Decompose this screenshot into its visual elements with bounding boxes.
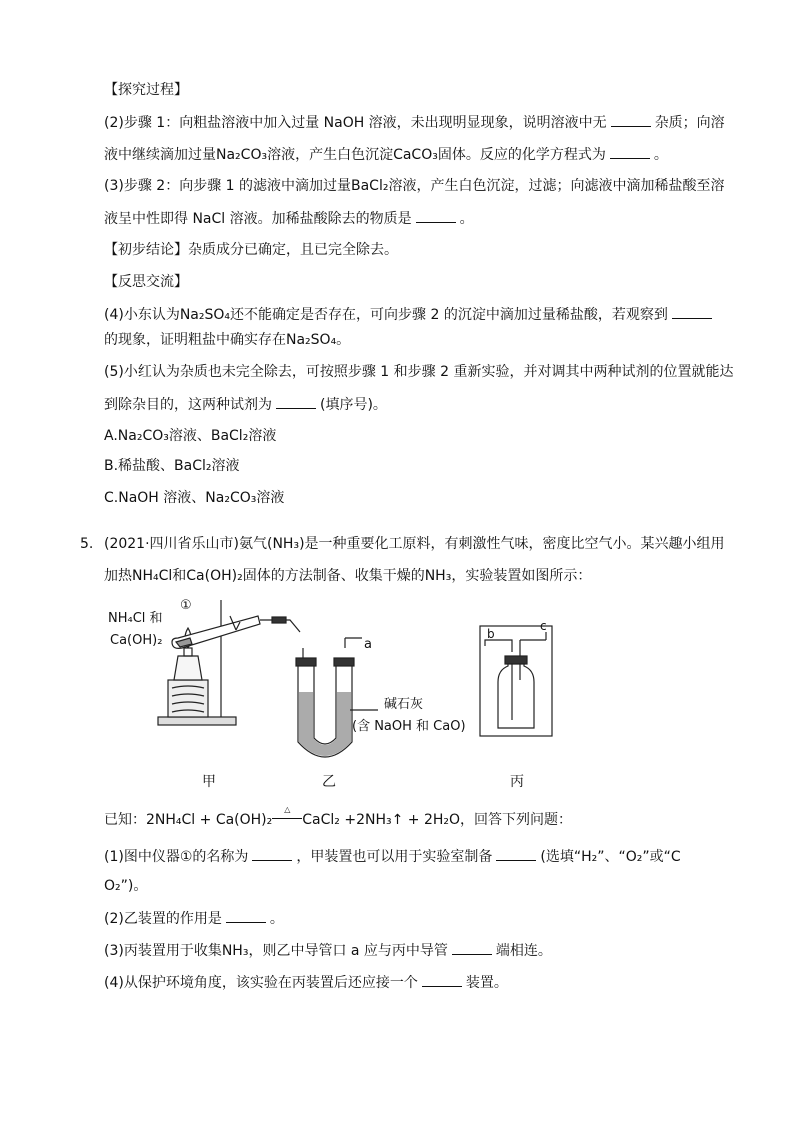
q4-line1: [104, 304, 716, 325]
apparatus-jia: [158, 600, 300, 725]
reaction-arrow: [272, 806, 302, 819]
step3-text-c: 。: [459, 211, 474, 227]
p5q1-text-b: ，甲装置也可以用于实验室制备: [296, 849, 493, 865]
p5-line2: 加热NH₄Cl和Ca(OH)₂固体的方法制备、收集干燥的NH₃，实验装置如图所示：: [104, 568, 592, 584]
answer-blank: [672, 304, 712, 319]
p5q2: [104, 908, 284, 929]
fig-label-a: a: [364, 637, 372, 652]
fig-label-b: b: [487, 627, 495, 641]
p5q2-text-a: (2)乙装置的作用是: [104, 911, 222, 927]
answer-blank: [422, 972, 462, 987]
known-equation: [104, 805, 573, 830]
answer-blank: [610, 144, 650, 159]
step2-line2: [104, 144, 668, 165]
heat-symbol: △: [284, 805, 291, 814]
fig-label-c: c: [540, 619, 547, 633]
apparatus-figure: [0, 592, 794, 772]
step2-line1: [104, 112, 725, 133]
p5-line1: (2021·四川省乐山市)氨气(NH₃)是一种重要化工原料，有刺激性气味，密度比空气小。某兴趣小组用: [104, 536, 725, 552]
step3-text-b: 液呈中性即得 NaCl 溶液。加稀盐酸除去的物质是: [104, 211, 412, 227]
option-b: B.稀盐酸、BaCl₂溶液: [104, 458, 240, 474]
q4-line2: 的现象，证明粗盐中确实存在Na₂SO₄。: [104, 332, 351, 348]
step2-text-b: 杂质；向溶: [654, 115, 725, 131]
fig-label-circle-1: ①: [180, 598, 192, 613]
fig-label-reagent-2: Ca(OH)₂: [110, 633, 163, 648]
p5q4-text-b: 装置。: [465, 975, 508, 991]
step2-text-c: 液中继续滴加过量Na₂CO₃溶液，产生白色沉淀CaCO₃固体。反应的化学方程式为: [104, 147, 606, 163]
fig-label-reagent-1: NH₄Cl 和: [108, 611, 163, 626]
p5q3: [104, 940, 552, 961]
p5q1-text-c: (选填“H₂”、“O₂”或“C: [540, 849, 681, 865]
p5q2-text-b: 。: [269, 911, 284, 927]
p5q1-line1: [104, 846, 681, 867]
q5-text-b: 到除杂目的，这两种试剂为: [104, 397, 272, 413]
answer-blank: [276, 394, 316, 409]
step2-text-a: (2)步骤 1：向粗盐溶液中加入过量 NaOH 溶液，未出现明显现象，说明溶液中无: [104, 115, 607, 131]
caption-yi: 乙: [322, 774, 336, 790]
answer-blank: [452, 940, 492, 955]
p5q4-text-a: (4)从保护环境角度，该实验在丙装置后还应接一个: [104, 975, 418, 991]
equation-right: CaCl₂ +2NH₃↑ + 2H₂O，回答下列问题：: [302, 812, 573, 828]
q4-text-a: (4)小东认为Na₂SO₄还不能确定是否存在，可向步骤 2 的沉淀中滴加过量稀盐酸，若观察到: [104, 307, 668, 323]
step3-line2: [104, 208, 474, 229]
fig-label-soda-lime-note: (含 NaOH 和 CaO): [352, 719, 466, 734]
option-c: C.NaOH 溶液、Na₂CO₃溶液: [104, 490, 285, 506]
equation-left: 已知：2NH₄Cl + Ca(OH)₂: [104, 812, 273, 828]
prelim-conclusion: 【初步结论】杂质成分已确定，且已完全除去。: [104, 242, 398, 258]
step2-text-d: 。: [653, 147, 668, 163]
p5q3-text-b: 端相连。: [495, 943, 552, 959]
answer-blank: [226, 908, 266, 923]
section-process-heading: 【探究过程】: [104, 82, 188, 98]
answer-blank: [496, 846, 536, 861]
answer-blank: [416, 208, 456, 223]
step3-line1: (3)步骤 2：向步骤 1 的滤液中滴加过量BaCl₂溶液，产生白色沉淀，过滤；向滤液中滴加稀盐酸至溶: [104, 178, 725, 194]
q5-line1: (5)小红认为杂质也未完全除去，可按照步骤 1 和步骤 2 重新实验，并对调其中两种试剂的位置就能达: [104, 364, 734, 380]
option-a: A.Na₂CO₃溶液、BaCl₂溶液: [104, 428, 277, 444]
p5q1-text-a: (1)图中仪器①的名称为: [104, 849, 249, 865]
question-5-number: 5.: [80, 536, 94, 552]
p5q3-text-a: (3)丙装置用于收集NH₃，则乙中导管口 a 应与丙中导管: [104, 943, 448, 959]
caption-jia: 甲: [202, 774, 216, 790]
q5-line2: [104, 394, 387, 415]
q5-text-c: (填序号)。: [320, 397, 387, 413]
fig-label-soda-lime: 碱石灰: [384, 697, 424, 712]
p5q1-line2: O₂”)。: [104, 878, 148, 894]
apparatus-yi: [296, 638, 378, 757]
answer-blank: [611, 112, 651, 127]
answer-blank: [252, 846, 292, 861]
caption-bing: 丙: [510, 774, 524, 790]
p5q4: [104, 972, 508, 993]
section-reflect-heading: 【反思交流】: [104, 274, 188, 290]
apparatus-bing: [480, 626, 552, 736]
